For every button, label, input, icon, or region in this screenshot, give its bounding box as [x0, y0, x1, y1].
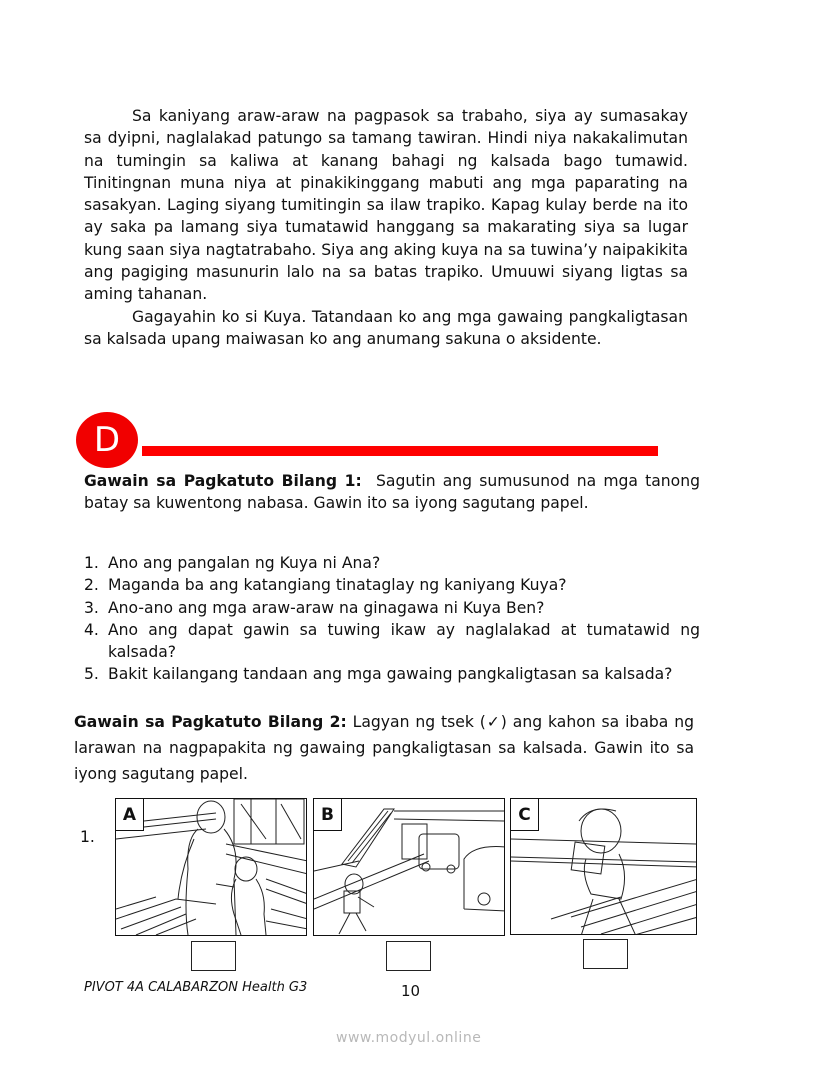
picture-c: [510, 798, 697, 935]
activity-1-instruction: Sagutin ang sumusunod na mga tanong batay sa kuwentong nabasa. Gawin ito sa iyong sagutang papel.: [84, 472, 700, 513]
section-letter-badge: D: [76, 412, 138, 468]
picture-b: [313, 798, 505, 936]
activity-2-title: Gawain sa Pagkatuto Bilang 2:: [74, 713, 347, 731]
child-crossing-in-front-of-vehicles-illustration: [314, 799, 505, 936]
story-paragraph-1: Sa kaniyang araw-araw na pagpasok sa trabaho, siya ay sumasakay sa dyipni, naglalakad patungo sa tamang tawiran. Hindi niya nakakalimutan na tumingin sa kaliwa at kanang bahagi ng kalsada bago tumawid. Tinitingnan muna niya at pinakikinggang mabuti ang mga paparating na sasakyan. Laging siyang tumitingin sa ilaw trapiko. Kapag kulay berde na ito ay saka pa lamang siya tumatawid hanggang sa makarating siya sa lugar kung saan siya nagtatrabaho. Siya ang aking kuya na sa tuwina’y naipakikita ang pagiging masunurin lalo na sa batas trapiko. Umuuwi siyang ligtas sa aming tahanan.: [84, 107, 688, 304]
activity-1-title: Gawain sa Pagkatuto Bilang 1:: [84, 472, 362, 490]
question-item: 1. Ano ang pangalan ng Kuya ni Ana?: [84, 554, 381, 572]
picture-a-label: A: [116, 799, 144, 831]
story-text: [84, 105, 688, 350]
footer-source: PIVOT 4A CALABARZON Health G3: [84, 980, 308, 995]
activity-2-instructions: [74, 709, 694, 787]
answer-box-b[interactable]: [386, 941, 431, 971]
activity-1-instructions: [84, 470, 700, 515]
question-item: 5. Bakit kailangang tandaan ang mga gawaing pangkaligtasan sa kalsada?: [84, 665, 673, 684]
watermark: www.modyul.online: [336, 1030, 482, 1046]
item-number: 1.: [80, 828, 95, 846]
question-item: 4. Ano ang dapat gawin sa tuwing ikaw ay naglalakad at tumatawid ng kalsada?: [84, 620, 700, 662]
question-item: 2. Maganda ba ang katangiang tinataglay ng kaniyang Kuya?: [84, 576, 567, 595]
question-list: [84, 552, 700, 686]
section-divider-bar: [142, 446, 658, 456]
page-number: 10: [401, 982, 421, 1000]
question-item: 3. Ano-ano ang mga araw-araw na ginagawa ni Kuya Ben?: [84, 598, 545, 617]
picture-b-label: B: [314, 799, 342, 831]
mother-and-child-crossing-illustration: [116, 799, 307, 936]
answer-box-c[interactable]: [583, 939, 628, 969]
story-paragraph-2: Gagayahin ko si Kuya. Tatandaan ko ang mga gawaing pangkaligtasan sa kalsada upang maiwasan ko ang anumang sakuna o aksidente.: [84, 307, 688, 348]
activity-2-instruction: Lagyan ng tsek (✓) ang kahon sa ibaba ng larawan na nagpapakita ng gawaing pangkaligtasan sa kalsada. Gawin ito sa iyong sagutang papel.: [74, 713, 695, 783]
answer-box-a[interactable]: [191, 941, 236, 971]
picture-c-label: C: [511, 799, 539, 831]
picture-a: [115, 798, 307, 936]
